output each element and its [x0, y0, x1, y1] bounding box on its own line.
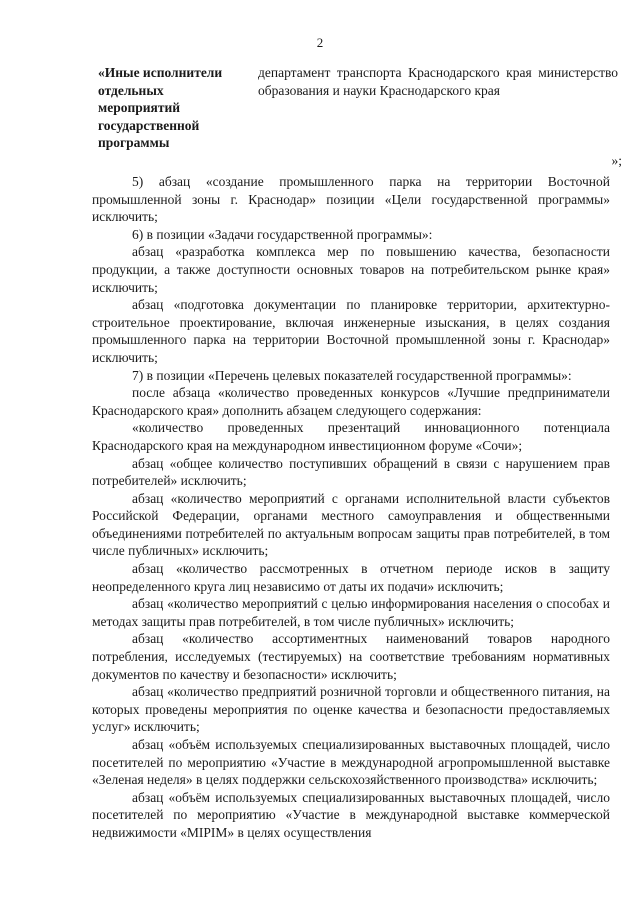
- paragraph: абзац «подготовка документации по планировке территории, архитектурно-строительное проектирование, включая инженерные изыскания, в целях создания промышленного парка на территории Восточной промышленной зоны г. Краснодар» исключить;: [92, 297, 610, 365]
- paragraph: абзац «объём используемых специализированных выставочных площадей, число посетителей по мероприятию «Участие в международной выставке коммерческой недвижимости «MIPIM» в целях осуществления: [92, 789, 610, 840]
- paragraph: абзац «количество мероприятий с органами исполнительной власти субъектов Российской Федерации, органами местного самоуправления и общественными объединениями потребителей по актуальным вопросам защиты прав потребителей, в том числе публичных» исключить;: [92, 490, 610, 559]
- header-value: департамент транспорта Краснодарского края министерство образования и науки Краснодарского края: [258, 65, 618, 98]
- paragraph: абзац «количество ассортиментных наименований товаров народного потребления, исследуемых (тестируемых) на соответствие требованиям нормативных документов по качеству и безопасности» исключить;: [92, 631, 610, 682]
- document-body: [92, 173, 610, 842]
- paragraph: «количество проведенных презентаций инновационного потенциала Краснодарского края на международном инвестиционном форуме «Сочи»;: [92, 420, 610, 453]
- page-number: 2: [316, 35, 324, 50]
- paragraph: абзац «общее количество поступивших обращений в связи с нарушением прав потребителей» исключить;: [92, 455, 610, 489]
- paragraph: абзац «количество предприятий розничной торговли и общественного питания, на которых проведены мероприятия по оценке качества и безопасности предоставляемых услуг» исключить;: [92, 684, 610, 735]
- paragraph: абзац «объём используемых специализированных выставочных площадей, число посетителей по мероприятию «Участие в международной агропромышленной выставке «Зеленая неделя» в целях поддержки сельскохозяйственного производства» исключить;: [92, 737, 610, 788]
- header-label: «Иные исполнители отдельных мероприятий государственной программы: [98, 65, 223, 150]
- paragraph: абзац «количество рассмотренных в отчетном периоде исков в защиту неопределенного круга лиц независимо от даты их подачи» исключить;: [92, 561, 610, 594]
- paragraph: абзац «количество мероприятий с целью информирования населения о способах и методах защиты прав потребителей, в том числе публичных» исключить;: [92, 596, 610, 629]
- paragraph: 6) в позиции «Задачи государственной программы»:: [132, 226, 433, 242]
- header-closing-quote: »;: [611, 153, 622, 168]
- paragraph: 5) абзац «создание промышленного парка на территории Восточной промышленной зоны г. Краснодар» позиции «Цели государственной программы» исключить;: [92, 174, 610, 225]
- paragraph: после абзаца «количество проведенных конкурсов «Лучшие предприниматели Краснодарского края» дополнить абзацем следующего содержания:: [92, 385, 610, 418]
- paragraph: абзац «разработка комплекса мер по повышению качества, безопасности продукции, а также доступности основных товаров на потребительском рынке края» исключить;: [92, 244, 610, 295]
- paragraph: 7) в позиции «Перечень целевых показателей государственной программы»:: [132, 367, 572, 383]
